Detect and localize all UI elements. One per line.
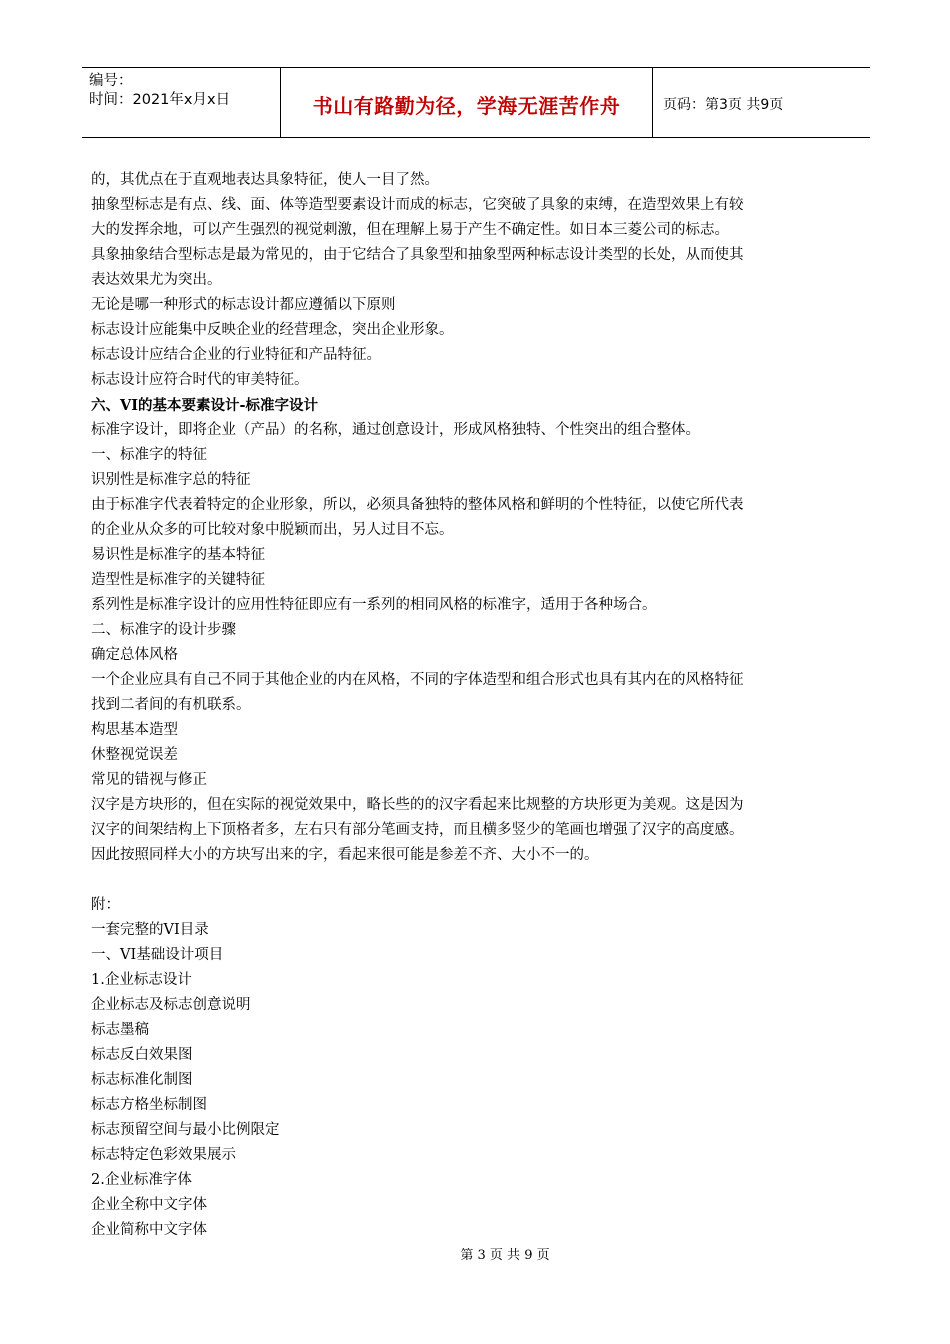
- text-line: 标志设计应符合时代的审美特征。: [91, 372, 309, 388]
- text-line: 系列性是标准字设计的应用性特征即应有一系列的相同风格的标准字，适用于各种场合。: [91, 597, 657, 613]
- text-line: 由于标准字代表着特定的企业形象，所以，必须具备独特的整体风格和鲜明的个性特征，以使它所代表: [91, 497, 744, 513]
- text-line: 构思基本造型: [91, 722, 178, 738]
- text-line: 造型性是标准字的关键特征: [91, 572, 265, 588]
- motto-cell: [281, 68, 653, 137]
- text-line: 休整视觉误差: [91, 747, 178, 763]
- text-line: [91, 868, 871, 893]
- page-footer: [0, 1244, 950, 1263]
- text-line: 标志特定色彩效果展示: [91, 1147, 236, 1163]
- text-line: 识别性是标准字总的特征: [91, 472, 251, 488]
- text-line: 汉字的间架结构上下顶格者多，左右只有部分笔画支持，而且横多竖少的笔画也增强了汉字的高度感。: [91, 822, 744, 838]
- text-line: 企业全称中文字体: [91, 1197, 207, 1213]
- text-line: 标志反白效果图: [91, 1047, 193, 1063]
- text-line: 一、标准字的特征: [91, 447, 207, 463]
- section-heading: 六、VI的基本要素设计-标准字设计: [91, 397, 319, 414]
- text-line: 2.企业标准字体: [91, 1172, 192, 1188]
- page-code: 页码：第3页 共9页: [663, 96, 784, 113]
- text-line: 标准字设计，即将企业（产品）的名称，通过创意设计，形成风格独特、个性突出的组合整体。: [91, 422, 700, 438]
- text-line: 标志设计应结合企业的行业特征和产品特征。: [91, 347, 381, 363]
- time-label: 时间：2021年x月x日: [89, 92, 231, 108]
- text-line: 一套完整的VI目录: [91, 922, 209, 938]
- text-line: 1.企业标志设计: [91, 972, 192, 988]
- header-meta-cell: [82, 68, 281, 137]
- text-line: 大的发挥余地，可以产生强烈的视觉刺激，但在理解上易于产生不确定性。如日本三菱公司的标志。: [91, 222, 729, 238]
- text-line: 的企业从众多的可比较对象中脱颖而出，另人过目不忘。: [91, 522, 454, 538]
- text-line: 易识性是标准字的基本特征: [91, 547, 265, 563]
- page-header: [82, 67, 870, 138]
- text-line: 二、标准字的设计步骤: [91, 622, 236, 638]
- text-line: 标志预留空间与最小比例限定: [91, 1122, 280, 1138]
- text-line: 常见的错视与修正: [91, 772, 207, 788]
- text-line: 抽象型标志是有点、线、面、体等造型要素设计而成的标志，它突破了具象的束缚，在造型效果上有较: [91, 197, 744, 213]
- footer-page-number: 第 3 页 共 9 页: [460, 1248, 550, 1263]
- page-code-cell: [653, 68, 870, 137]
- text-line: 标志方格坐标制图: [91, 1097, 207, 1113]
- text-line: 标志标准化制图: [91, 1072, 193, 1088]
- text-line: 一、VI基础设计项目: [91, 947, 224, 963]
- text-line: 企业简称中文字体: [91, 1222, 207, 1238]
- text-line: 标志墨稿: [91, 1022, 149, 1038]
- document-body: [91, 168, 871, 1243]
- text-line: 企业标志及标志创意说明: [91, 997, 251, 1013]
- number-label: 编号：: [89, 73, 133, 89]
- text-line: 标志设计应能集中反映企业的经营理念，突出企业形象。: [91, 322, 454, 338]
- text-line: 具象抽象结合型标志是最为常见的，由于它结合了具象型和抽象型两种标志设计类型的长处，从而使其: [91, 247, 744, 263]
- text-line: 附：: [91, 897, 120, 913]
- text-line: 因此按照同样大小的方块写出来的字，看起来很可能是参差不齐、大小不一的。: [91, 847, 599, 863]
- text-line: 找到二者间的有机联系。: [91, 697, 251, 713]
- text-line: 的，其优点在于直观地表达具象特征，使人一目了然。: [91, 172, 439, 188]
- text-line: 一个企业应具有自己不同于其他企业的内在风格，不同的字体造型和组合形式也具有其内在的风格特征: [91, 672, 744, 688]
- text-line: 表达效果尤为突出。: [91, 272, 222, 288]
- motto-text: 书山有路勤为径，学海无涯苦作舟: [312, 94, 621, 118]
- text-line: 汉字是方块形的，但在实际的视觉效果中，略长些的的汉字看起来比规整的方块形更为美观。这是因为: [91, 797, 744, 813]
- text-line: 无论是哪一种形式的标志设计都应遵循以下原则: [91, 297, 396, 313]
- text-line: 确定总体风格: [91, 647, 178, 663]
